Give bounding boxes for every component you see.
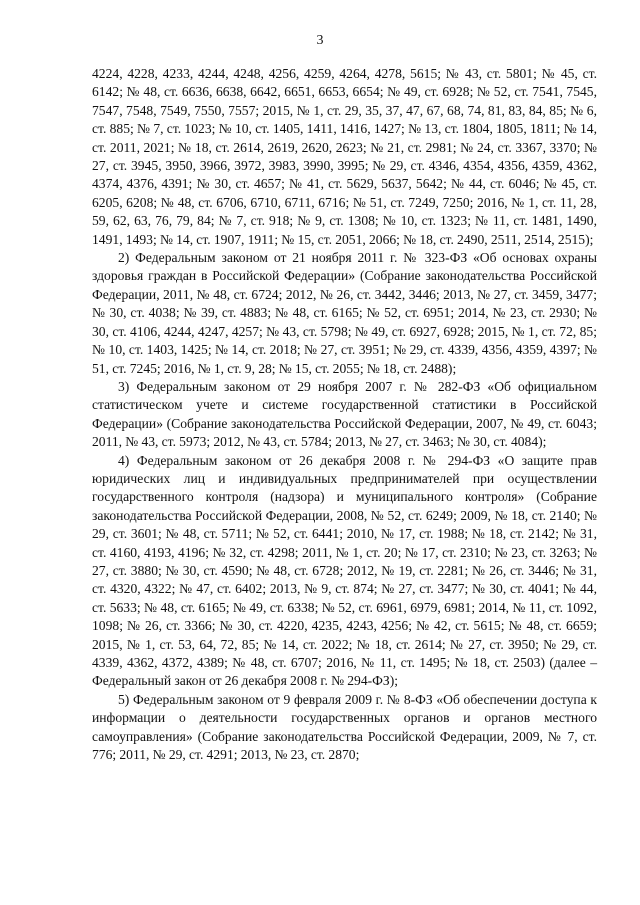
paragraph-item-3: 3) Федеральным законом от 29 ноября 2007 г. № 282-ФЗ «Об официальном статистическом учете и системе государственной статистики в Российской Федерации» (Собрание законодательства Российской Федерации, 2007, № 49, ст. 6043; 2011, № 43, ст. 5973; 2012, № 43, ст. 5784; 2013, № 27, ст. 3463; № 30, ст. 4084); <box>92 378 597 450</box>
paragraph-continuation: 4224, 4228, 4233, 4244, 4248, 4256, 4259, 4264, 4278, 5615; № 43, ст. 5801; № 45, ст. 6142; № 48, ст. 6636, 6638, 6642, 6651, 6653, 6654; № 49, ст. 6928; № 52, ст. 7541, 7545, 7547, 7548, 7549, 7550, 7557; 2015, № 1, ст. 29, 35, 37, 47, 67, 68, 74, 81, 83, 84, 85; № 6, ст. 885; № 7, ст. 1023; № 10, ст. 1405, 1411, 1416, 1427; № 13, ст. 1804, 1805, 1811; № 14, ст. 2011, 2021; № 18, ст. 2614, 2619, 2620, 2623; № 21, ст. 2981; № 24, ст. 3367, 3370; № 27, ст. 3945, 3950, 3966, 3972, 3983, 3990, 3995; № 29, ст. 4346, 4354, 4356, 4359, 4362, 4374, 4376, 4391; № 30, ст. 4657; № 41, ст. 5629, 5637, 5642; № 44, ст. 6046; № 45, ст. 6205, 6208; № 48, ст. 6706, 6710, 6711, 6716; № 51, ст. 7249, 7250; 2016, № 1, ст. 11, 28, 59, 62, 63, 76, 79, 84; № 7, ст. 918; № 9, ст. 1308; № 10, ст. 1323; № 11, ст. 1481, 1490, 1491, 1493; № 14, ст. 1907, 1911; № 15, ст. 2051, 2066; № 18, ст. 2490, 2511, 2514, 2515); <box>92 66 597 247</box>
paragraph-item-4: 4) Федеральным законом от 26 декабря 2008 г. № 294-ФЗ «О защите прав юридических лиц и индивидуальных предпринимателей при осуществлении государственного контроля (надзора) и муниципального контроля» (Собрание законодательства Российской Федерации, 2008, № 52, ст. 6249; 2009, № 18, ст. 2140; № 29, ст. 3601; № 48, ст. 5711; № 52, ст. 6441; 2010, № 17, ст. 1988; № 18, ст. 2142; № 31, ст. 4160, 4193, 4196; № 32, ст. 4298; 2011, № 1, ст. 20; № 17, ст. 2310; № 23, ст. 3263; № 27, ст. 3880; № 30, ст. 4590; № 48, ст. 6728; 2012, № 19, ст. 2281; № 26, ст. 3446; № 31, ст. 4320, 4322; № 47, ст. 6402; 2013, № 9, ст. 874; № 27, ст. 3477; № 30, ст. 4041; № 44, ст. 5633; № 48, ст. 6165; № 49, ст. 6338; № 52, ст. 6961, 6979, 6981; 2014, № 11, ст. 1092, 1098; № 26, ст. 3366; № 30, ст. 4220, 4235, 4243, 4256; № 42, ст. 5615; № 48, ст. 6659; 2015, № 1, ст. 53, 64, 72, 85; № 14, ст. 2022; № 18, ст. 2614; № 27, ст. 3950; № 29, ст. 4339, 4362, 4372, 4389; № 48, ст. 6707; 2016, № 11, ст. 1495; № 18, ст. 2503) (далее – Федеральный закон от 26 декабря 2008 г. № 294-ФЗ); <box>92 452 597 689</box>
document-body <box>92 65 597 764</box>
page-number: 3 <box>316 33 324 48</box>
paragraph-item-5: 5) Федеральным законом от 9 февраля 2009 г. № 8-ФЗ «Об обеспечении доступа к информации о деятельности государственных органов и органов местного самоуправления» (Собрание законодательства Российской Федерации, 2009, № 7, ст. 776; 2011, № 29, ст. 4291; 2013, № 23, ст. 2870; <box>92 691 597 763</box>
paragraph-item-2: 2) Федеральным законом от 21 ноября 2011 г. № 323-ФЗ «Об основах охраны здоровья граждан в Российской Федерации» (Собрание законодательства Российской Федерации, 2011, № 48, ст. 6724; 2012, № 26, ст. 3442, 3446; 2013, № 27, ст. 3459, 3477; № 30, ст. 4038; № 39, ст. 4883; № 48, ст. 6165; № 52, ст. 6951; 2014, № 23, ст. 2930; № 30, ст. 4106, 4244, 4247, 4257; № 43, ст. 5798; № 49, ст. 6927, 6928; 2015, № 1, ст. 72, 85; № 10, ст. 1403, 1425; № 14, ст. 2018; № 27, ст. 3951; № 29, ст. 4339, 4356, 4359, 4397; № 51, ст. 7245; 2016, № 1, ст. 9, 28; № 15, ст. 2055; № 18, ст. 2488); <box>92 250 597 376</box>
